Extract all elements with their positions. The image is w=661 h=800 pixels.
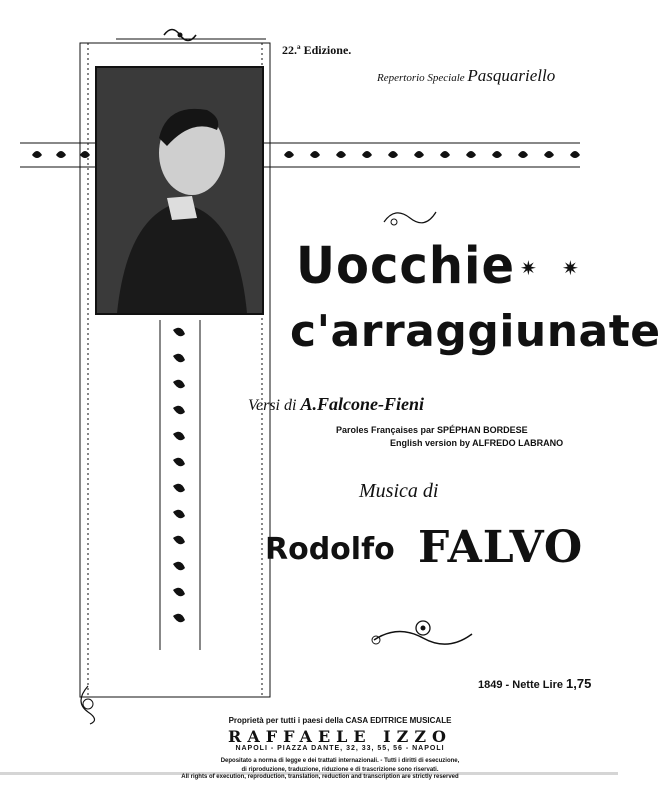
portrait-photo [95,66,264,315]
ownership-note: Proprietà per tutti i paesi della CASA EDITRICE MUSICALE [228,716,452,725]
repertorio-label [377,66,555,86]
price: 1,75 [566,676,592,691]
flourish-ornament [380,202,440,232]
vertical-scroll-border [157,320,203,650]
song-title-line1: Uocchie [296,236,516,296]
repertorio-prefix: Repertorio Speciale [377,72,465,84]
publisher-name: RAFFAELE IZZO [228,727,452,746]
legal-line-1: Depositato a norma di legge e dei trattati internazionali. - Tutti i diritti di esecuzione, [220,758,460,764]
composer-last-name: FALVO [418,522,584,573]
catalog-number: 1849 - Nette Lire [478,679,563,691]
versi-prefix: Versi di [248,397,297,414]
english-credit: English version by ALFREDO LABRANO [390,438,564,448]
french-credit: Paroles Françaises par SPÉPHAN BORDESE [336,425,528,435]
music-credit-label: Musica di [359,480,439,502]
song-title-line2: c'arraggiunate [290,306,661,357]
publisher-address: NAPOLI - PIAZZA DANTE, 32, 33, 55, 56 - NAPOLI [235,745,445,752]
star-ornament: ✷ [562,258,579,280]
floral-ornament [368,614,478,654]
star-ornament: ✷ [520,258,537,280]
lyricist-credit [248,394,424,415]
lyricist-name: A.Falcone-Fieni [300,394,424,414]
top-rule [116,34,266,44]
legal-line-2: di riproduzione, traduzione, riduzione e di trascrizione sono riservati. [241,767,439,773]
repertorio-name: Pasquariello [467,66,556,85]
rights-notice: All rights of execution, reproduction, translation, reduction and transcription are strictly reserved [181,774,459,780]
composer-first-name: Rodolfo [265,532,395,567]
edition-label: 22.ª Edizione. [282,43,352,57]
catalog-price [478,676,591,691]
